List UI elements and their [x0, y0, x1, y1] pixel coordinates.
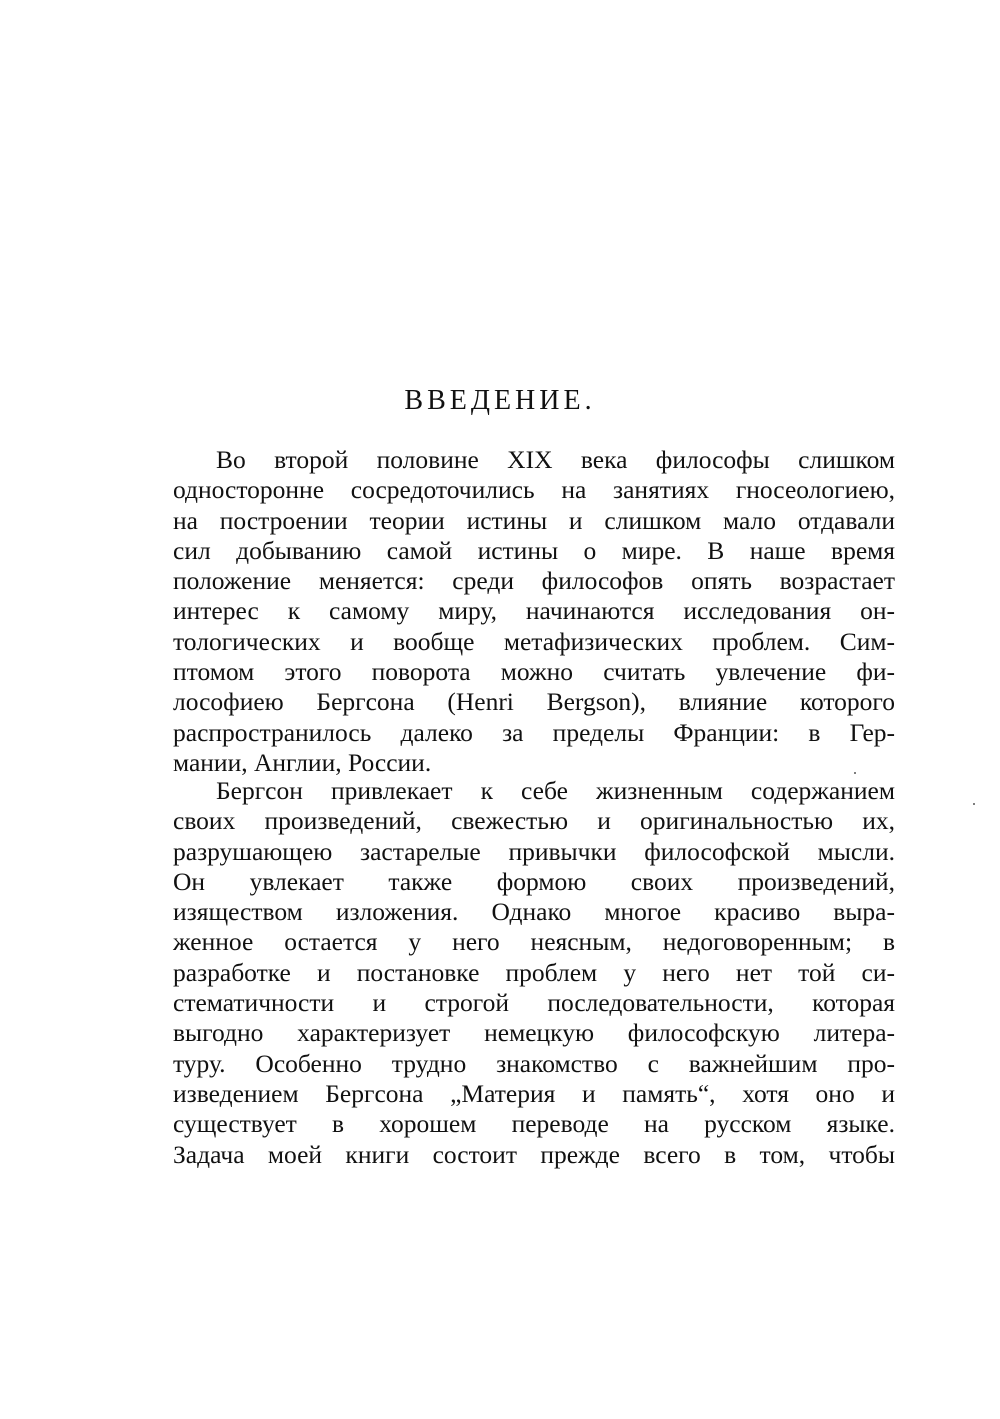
text-line: распространилось далеко за пределы Франции: в Гер- [173, 717, 895, 747]
paragraph-2 [173, 776, 895, 1170]
text-line: изведением Бергсона „Материя и память“, хотя оно и [173, 1078, 895, 1108]
scan-speck [854, 772, 856, 774]
text-line: туру. Особенно трудно знакомство с важнейшим про- [173, 1048, 895, 1078]
text-line: положение меняется: среди философов опять возрастает [173, 566, 895, 596]
text-line: женное остается у него неясным, недоговоренным; в [173, 927, 895, 957]
text-line: изяществом изложения. Однако многое красиво выра- [173, 897, 895, 927]
text-line: разрушающею застарелые привычки философской мысли. [173, 836, 895, 866]
text-line: Бергсон привлекает к себе жизненным содержанием [216, 776, 895, 805]
text-line: выгодно характеризует немецкую философскую литера- [173, 1018, 895, 1048]
text-line: лософиею Бергсона (Henri Bergson), влияние которого [173, 687, 895, 717]
text-line: интерес к самому миру, начинаются исследования он- [173, 596, 895, 626]
text-line: тологических и вообще метафизических проблем. Сим- [173, 626, 895, 656]
text-line: Во второй половине XIX века философы слишком [216, 445, 895, 474]
text-line: Задача моей книги состоит прежде всего в том, чтобы [173, 1139, 895, 1169]
text-line: на построении теории истины и слишком мало отдавали [173, 505, 895, 535]
paragraph-1 [173, 445, 895, 778]
text-line: птомом этого поворота можно считать увлечение фи- [173, 657, 895, 687]
chapter-heading: ВВЕДЕНИЕ. [404, 385, 596, 416]
text-line: существует в хорошем переводе на русском языке. [173, 1109, 895, 1139]
text-line: мании, Англии, России. [173, 747, 432, 777]
text-line: разработке и постановке проблем у него нет той си- [173, 957, 895, 987]
scan-speck [973, 803, 975, 805]
text-line: своих произведений, свежестью и оригинальностью их, [173, 806, 895, 836]
text-line: стематичности и строгой последовательности, которая [173, 988, 895, 1018]
text-line: Он увлекает также формою своих произведений, [173, 866, 895, 896]
text-line: односторонне сосредоточились на занятиях гносеологиею, [173, 475, 895, 505]
text-line: сил добыванию самой истины о мире. В наше время [173, 535, 895, 565]
